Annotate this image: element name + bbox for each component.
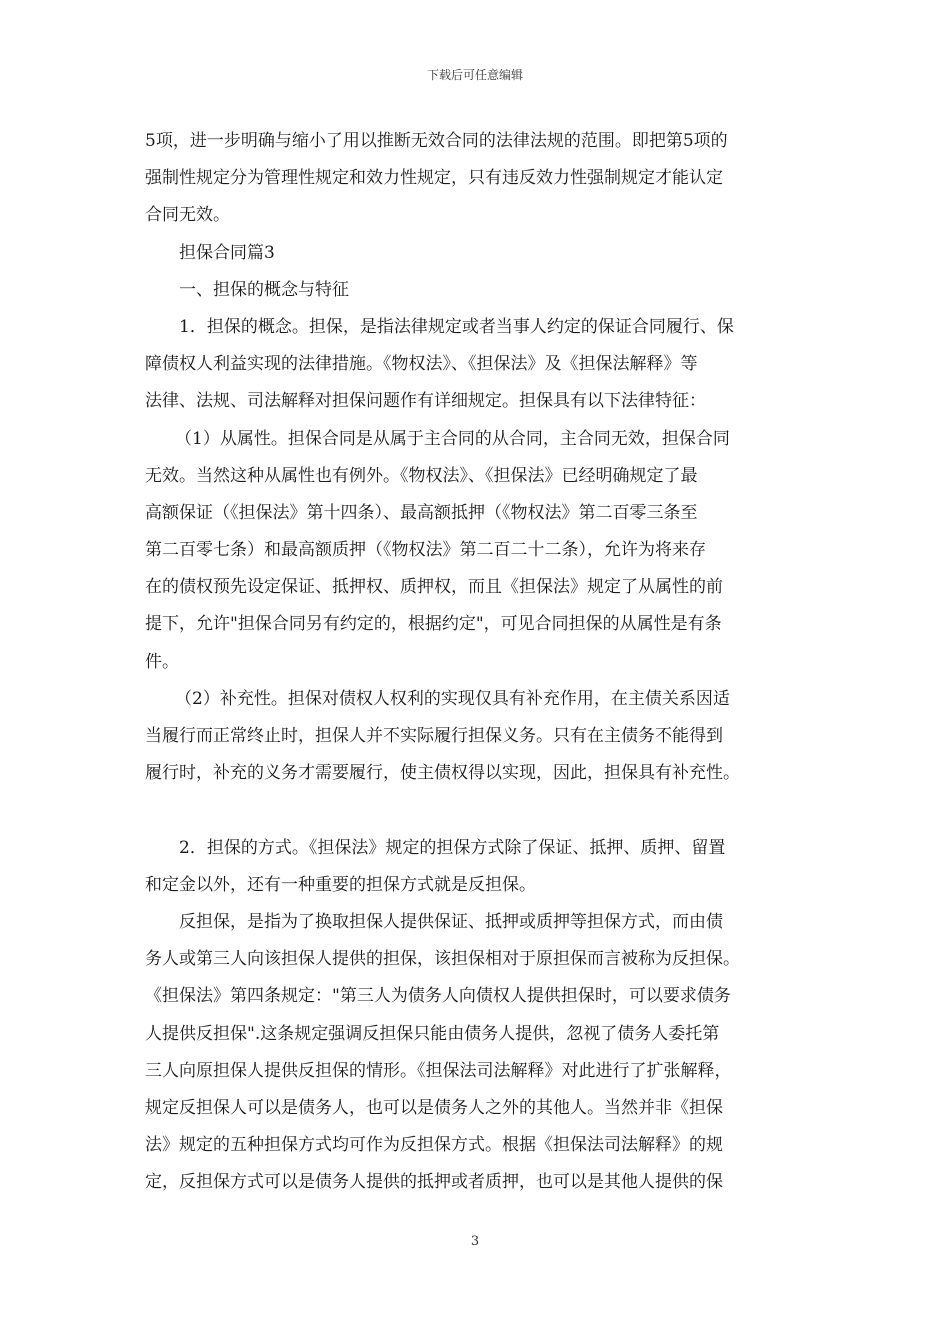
body-line: 和定金以外，还有一种重要的担保方式就是反担保。 (145, 874, 536, 895)
body-line: 高额保证（《担保法》第十四条）、最高额抵押（《物权法》第二百零三条至 (145, 502, 698, 523)
body-line: 障债权人利益实现的法律措施。《物权法》、《担保法》及《担保法解释》等 (145, 354, 698, 375)
body-line: 件。 (145, 651, 179, 672)
body-line: 2．担保的方式。《担保法》规定的担保方式除了保证、抵押、质押、留置 (179, 837, 726, 858)
body-line: 务人或第三人向该担保人提供的担保，该担保相对于原担保而言被称为反担保。 (145, 949, 740, 970)
body-line: 人提供反担保".这条规定强调反担保只能由债务人提供，忽视了债务人委托第 (145, 1023, 720, 1044)
body-line: 三人向原担保人提供反担保的情形。《担保法司法解释》对此进行了扩张解释， (145, 1060, 732, 1081)
body-line: 提下，允许"担保合同另有约定的，根据约定"，可见合同担保的从属性是有条 (145, 614, 722, 635)
body-line: 规定反担保人可以是债务人，也可以是债务人之外的其他人。当然并非《担保 (145, 1097, 723, 1118)
page-number: 3 (470, 1234, 480, 1249)
document-body (145, 123, 817, 1201)
body-line: 当履行而正常终止时，担保人并不实际履行担保义务。只有在主债务不能得到 (145, 726, 723, 746)
body-line: 反担保，是指为了换取担保人提供保证、抵押或质押等担保方式，而由债 (179, 911, 723, 932)
body-line: （2）补充性。担保对债权人权利的实现仅具有补充作用，在主债关系因适 (175, 688, 730, 709)
body-line: 无效。当然这种从属性也有例外。《物权法》、《担保法》已经明确规定了最 (145, 465, 698, 486)
body-line: 履行时，补充的义务才需要履行，使主债权得以实现，因此，担保具有补充性。 (145, 763, 740, 784)
subsection-heading: 一、担保的概念与特征 (179, 279, 349, 300)
body-line: 合同无效。 (145, 205, 230, 226)
body-line: 5项，进一步明确与缩小了用以推断无效合同的法律法规的范围。即把第5项的 (145, 131, 728, 151)
section-heading: 担保合同篇3 (179, 242, 275, 263)
body-line: 第二百零七条）和最高额质押（《物权法》第二百二十二条），允许为将来存 (145, 540, 706, 561)
body-line: 1．担保的概念。担保，是指法律规定或者当事人约定的保证合同履行、保 (179, 316, 734, 337)
body-line: 强制性规定分为管理性规定和效力性规定，只有违反效力性强制规定才能认定 (145, 168, 723, 189)
body-line: 法》规定的五种担保方式均可作为反担保方式。根据《担保法司法解释》的规 (145, 1135, 723, 1156)
body-line: （1）从属性。担保合同是从属于主合同的从合同，主合同无效，担保合同 (175, 428, 730, 449)
header-note: 下载后可任意编辑 (426, 68, 523, 82)
paragraph-gap (145, 792, 817, 829)
body-line: 《担保法》第四条规定："第三人为债务人向债权人提供担保时，可以要求债务 (145, 986, 731, 1007)
body-line: 法律、法规、司法解释对担保问题作有详细规定。担保具有以下法律特征： (145, 391, 706, 412)
body-line: 定，反担保方式可以是债务人提供的抵押或者质押，也可以是其他人提供的保 (145, 1172, 723, 1193)
body-line: 在的债权预先设定保证、抵押权、质押权，而且《担保法》规定了从属性的前 (145, 577, 723, 598)
